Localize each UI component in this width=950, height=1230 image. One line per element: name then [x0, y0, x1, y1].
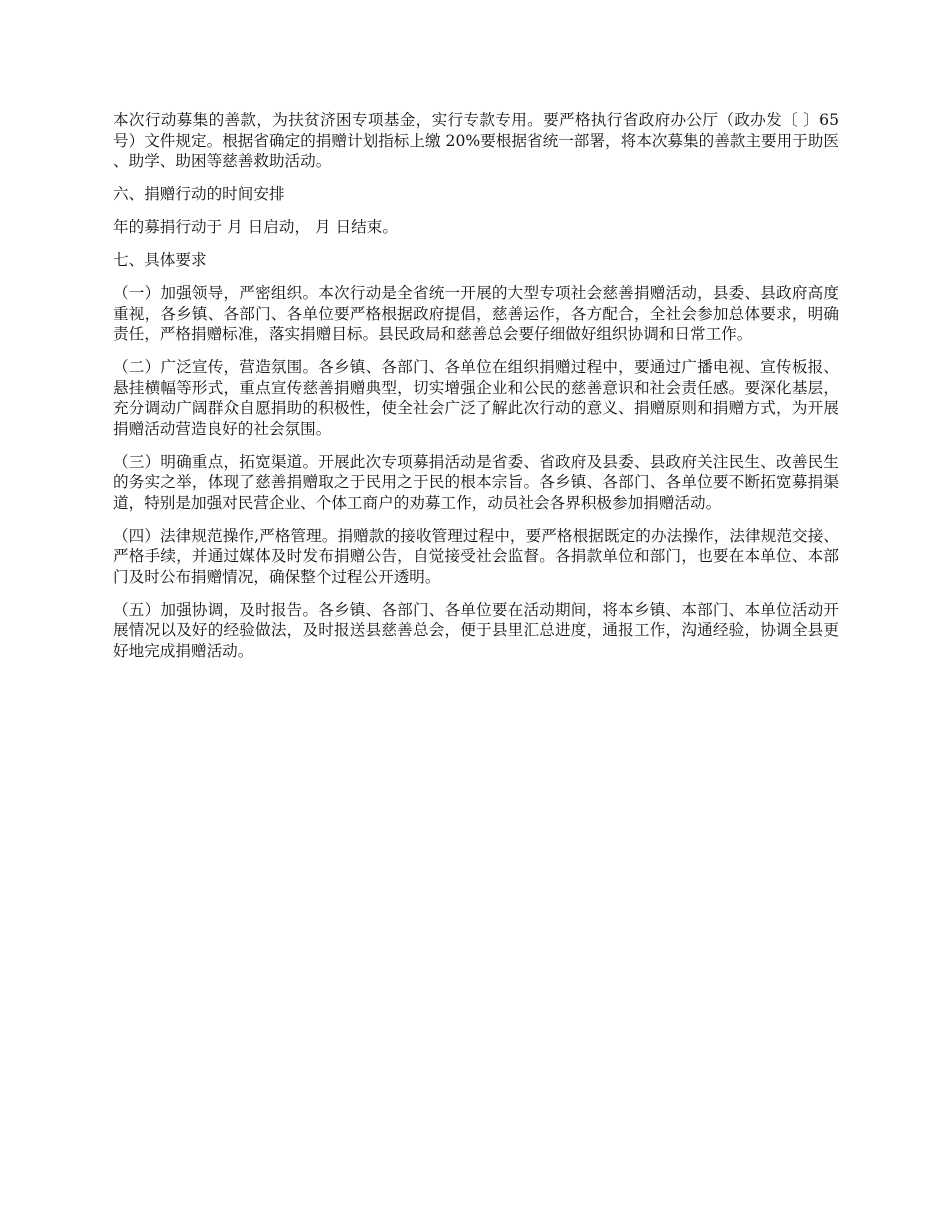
- paragraph-requirement-1: （一）加强领导，严密组织。本次行动是全省统一开展的大型专项社会慈善捐赠活动，县委、县政府高度重视，各乡镇、各部门、各单位要严格根据政府提倡，慈善运作，各方配合，全社会参加总体要求，明确责任，严格捐赠标准，落实捐赠目标。县民政局和慈善总会要仔细做好组织协调和日常工作。: [113, 284, 839, 343]
- section-heading-schedule: 六、捐赠行动的时间安排: [113, 185, 285, 203]
- section-heading-requirements: 七、具体要求: [113, 251, 207, 269]
- document-page: [113, 110, 839, 674]
- paragraph-fund-usage: 本次行动募集的善款，为扶贫济困专项基金，实行专款专用。要严格执行省政府办公厅（政办发〔 〕65 号）文件规定。根据省确定的捐赠计划指标上缴 20%要根据省统一部署，将本次募集的善款主要用于助医、助学、助困等慈善救助活动。: [113, 111, 839, 170]
- paragraph-requirement-3: （三）明确重点，拓宽渠道。开展此次专项募捐活动是省委、省政府及县委、县政府关注民生、改善民生的务实之举，体现了慈善捐赠取之于民用之于民的根本宗旨。各乡镇、各部门、各单位要不断拓宽募捐渠道，特别是加强对民营企业、个体工商户的劝募工作，动员社会各界积极参加捐赠活动。: [113, 452, 839, 512]
- paragraph-requirement-5: （五）加强协调，及时报告。各乡镇、各部门、各单位要在活动期间，将本乡镇、本部门、本单位活动开展情况以及好的经验做法，及时报送县慈善总会，便于县里汇总进度，通报工作，沟通经验，协调全县更好地完成捐赠活动。: [113, 600, 839, 660]
- paragraph-requirement-2: （二）广泛宣传，营造氛围。各乡镇、各部门、各单位在组织捐赠过程中，要通过广播电视、宣传板报、悬挂横幅等形式，重点宣传慈善捐赠典型，切实增强企业和公民的慈善意识和社会责任感。要深化基层，充分调动广阔群众自愿捐助的积极性，使全社会广泛了解此次行动的意义、捐赠原则和捐赠方式，为开展捐赠活动营造良好的社会氛围。: [113, 358, 839, 438]
- paragraph-requirement-4: （四）法律规范操作,严格管理。捐赠款的接收管理过程中，要严格根据既定的办法操作，法律规范交接、严格手续，并通过媒体及时发布捐赠公告，自觉接受社会监督。各捐款单位和部门，也要在本单位、本部门及时公布捐赠情况，确保整个过程公开透明。: [113, 526, 839, 586]
- paragraph-schedule: 年的募捐行动于 月 日启动， 月 日结束。: [113, 218, 398, 236]
